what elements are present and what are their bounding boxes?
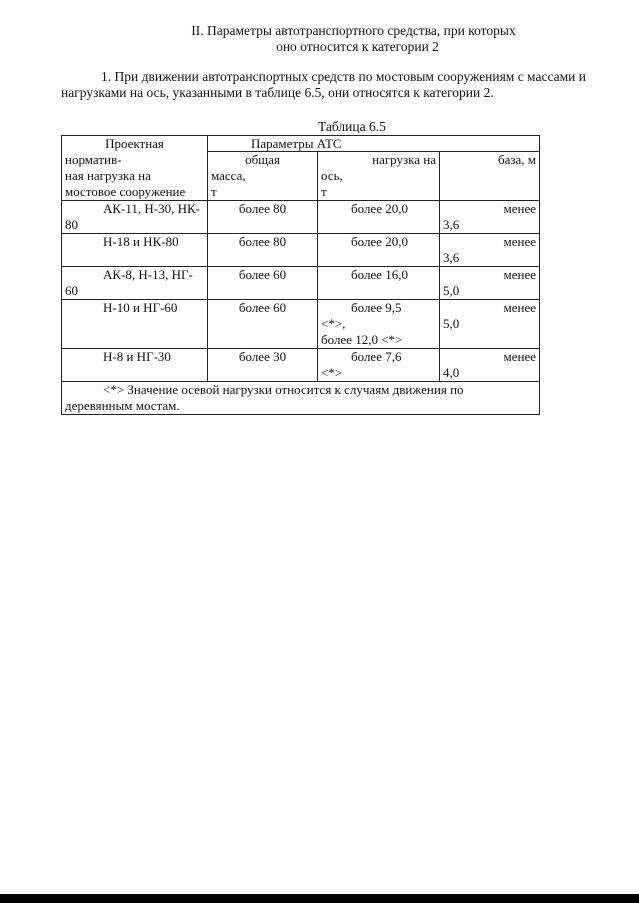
table-row bbox=[62, 300, 540, 349]
header-axle-load: нагрузка на ось, т bbox=[318, 152, 440, 201]
table-caption: Таблица 6.5 bbox=[318, 119, 386, 134]
section-heading bbox=[0, 23, 639, 55]
header-total-mass: общая масса, т bbox=[208, 152, 318, 201]
vehicle-params-table bbox=[61, 135, 540, 415]
row-axle: более 20,0 bbox=[318, 201, 440, 234]
scan-edge-bar bbox=[0, 894, 639, 903]
table-row bbox=[62, 349, 540, 382]
row-design-load: Н-8 и НГ-30 bbox=[62, 349, 208, 382]
row-axle: более 16,0 bbox=[318, 267, 440, 300]
header-design-load: Проектная норматив- ная нагрузка на мостовое сооружение bbox=[62, 136, 208, 201]
row-mass: более 60 bbox=[208, 267, 318, 300]
header-params: Параметры АТС bbox=[208, 136, 540, 152]
paragraph-line-2: нагрузками на ось, указанными в таблице 6.5, они относятся к категории 2. bbox=[61, 85, 494, 100]
heading-line-1: II. Параметры автотранспортного средства, при которых bbox=[191, 23, 516, 38]
row-design-load: АК-11, Н-30, НК- 80 bbox=[62, 201, 208, 234]
row-base: менее 4,0 bbox=[440, 349, 540, 382]
table-row bbox=[62, 267, 540, 300]
row-axle: более 20,0 bbox=[318, 234, 440, 267]
table-row bbox=[62, 234, 540, 267]
row-mass: более 30 bbox=[208, 349, 318, 382]
row-base: менее 3,6 bbox=[440, 201, 540, 234]
row-design-load: АК-8, Н-13, НГ- 60 bbox=[62, 267, 208, 300]
table-header-row-1 bbox=[62, 136, 540, 152]
header-wheelbase: база, м bbox=[440, 152, 540, 201]
row-base: менее 5,0 bbox=[440, 267, 540, 300]
heading-line-2: оно относится к категории 2 bbox=[276, 39, 439, 54]
row-mass: более 60 bbox=[208, 300, 318, 349]
row-axle: более 7,6 <*> bbox=[318, 349, 440, 382]
table-footnote-row bbox=[62, 382, 540, 415]
row-mass: более 80 bbox=[208, 201, 318, 234]
table-row bbox=[62, 201, 540, 234]
paragraph bbox=[61, 69, 637, 101]
row-design-load: Н-10 и НГ-60 bbox=[62, 300, 208, 349]
table-footnote: <*> Значение осевой нагрузки относится к случаям движения по деревянным мостам. bbox=[62, 382, 540, 415]
row-base: менее 3,6 bbox=[440, 234, 540, 267]
row-design-load: Н-18 и НК-80 bbox=[62, 234, 208, 267]
row-axle: более 9,5 <*>, более 12,0 <*> bbox=[318, 300, 440, 349]
row-mass: более 80 bbox=[208, 234, 318, 267]
row-base: менее 5,0 bbox=[440, 300, 540, 349]
paragraph-line-1: 1. При движении автотранспортных средств по мостовым сооружениям с массами и bbox=[101, 69, 587, 84]
